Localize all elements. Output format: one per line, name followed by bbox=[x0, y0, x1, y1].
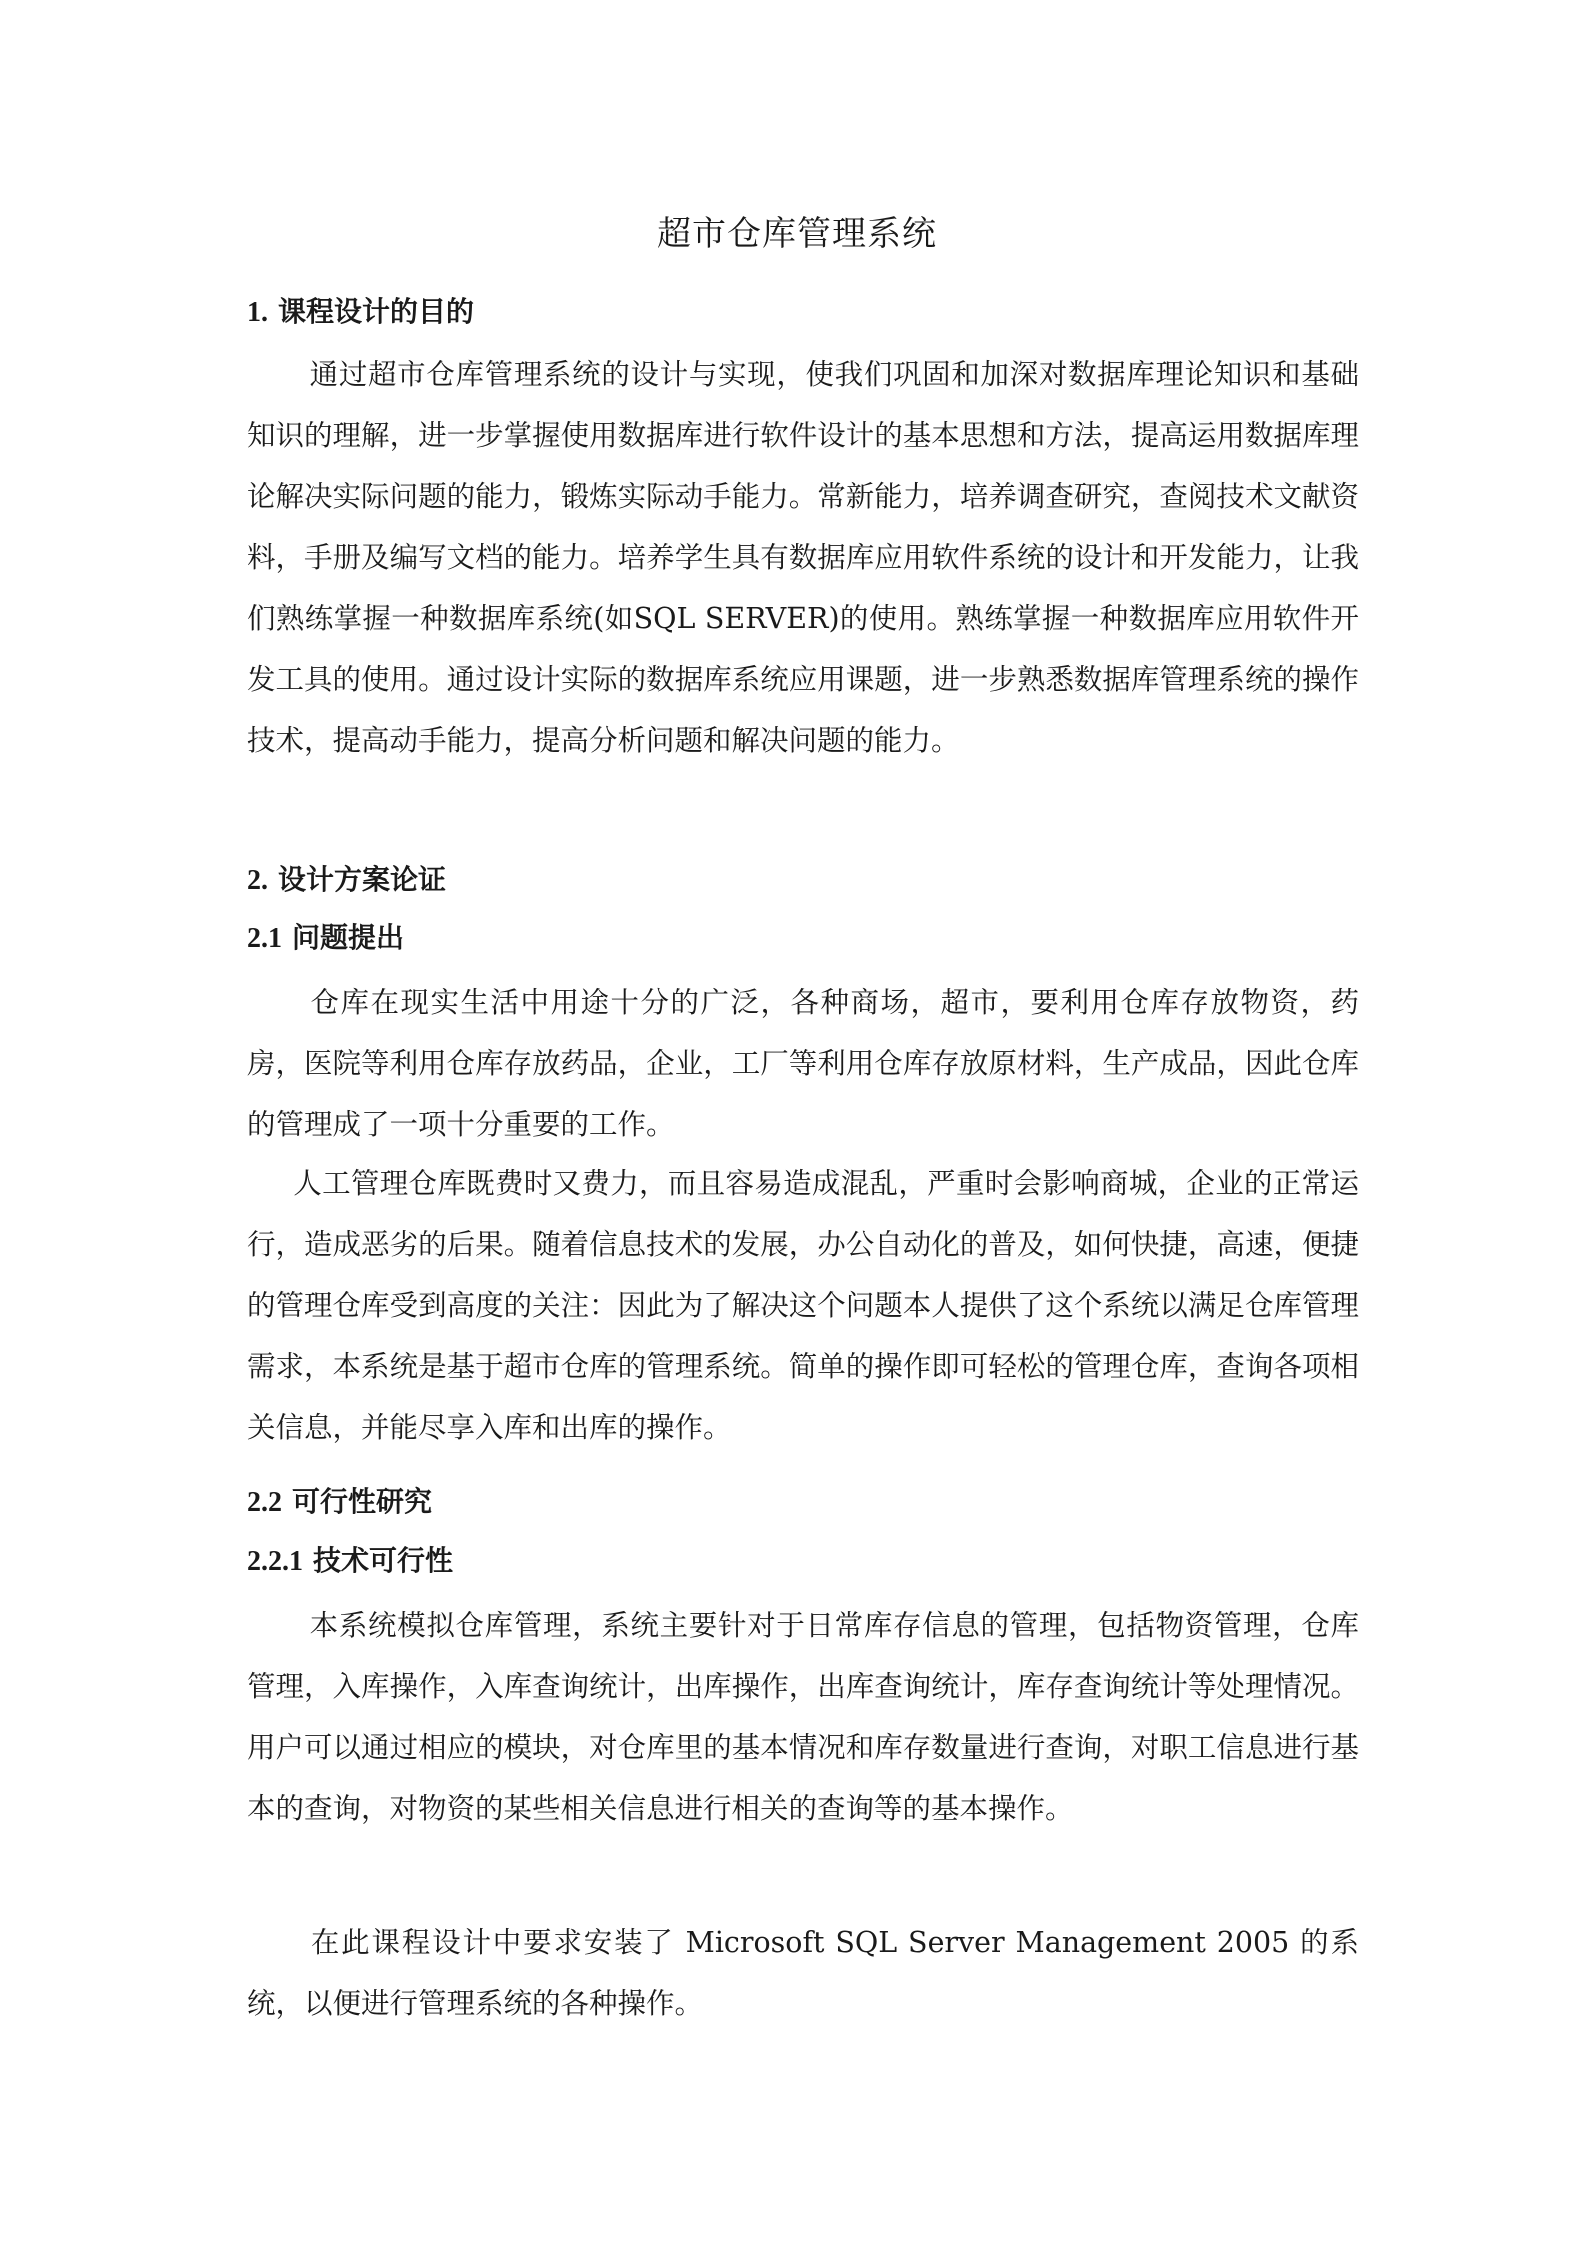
section-title: 设计方案论证 bbox=[278, 863, 447, 896]
section-title: 技术可行性 bbox=[313, 1544, 454, 1577]
paragraph-text: 人工管理仓库既费时又费力，而且容易造成混乱，严重时会影响商城，企业的正常运行，造成恶劣的后果。随着信息技术的发展，办公自动化的普及，如何快捷，高速，便捷的管理仓库受到高度的关注：因此为了解决这个问题本人提供了这个系统以满足仓库管理需求，本系统是基于超市仓库的管理系统。简单的操作即可轻松的管理仓库，查询各项相关信息，并能尽享入库和出库的操作。 bbox=[247, 1167, 1359, 1444]
section-title: 可行性研究 bbox=[292, 1485, 433, 1518]
section-number: 2.1 bbox=[247, 923, 282, 954]
paragraph-manual-management bbox=[247, 1153, 1359, 1458]
paragraph-technical-feasibility bbox=[247, 1595, 1359, 1839]
section-number: 2. bbox=[247, 865, 268, 896]
paragraph-purpose bbox=[247, 344, 1359, 771]
paragraph-text: 在此课程设计中要求安装了 Microsoft SQL Server Management 2005 的系统，以便进行管理系统的各种操作。 bbox=[247, 1926, 1359, 2020]
section-number: 2.2.1 bbox=[247, 1546, 303, 1577]
section-heading-2-1 bbox=[247, 916, 404, 961]
section-heading-2-2 bbox=[247, 1480, 432, 1525]
paragraph-problem bbox=[247, 972, 1359, 1155]
section-heading-2-2-1 bbox=[247, 1539, 453, 1584]
section-number: 2.2 bbox=[247, 1487, 282, 1518]
paragraph-text: 仓库在现实生活中用途十分的广泛，各种商场，超市，要利用仓库存放物资，药房，医院等利用仓库存放药品，企业，工厂等利用仓库存放原材料，生产成品，因此仓库的管理成了一项十分重要的工作。 bbox=[247, 986, 1359, 1141]
section-title: 问题提出 bbox=[292, 921, 405, 954]
section-heading-2 bbox=[247, 858, 446, 903]
section-number: 1. bbox=[247, 297, 268, 328]
section-heading-1 bbox=[247, 290, 474, 335]
document-title: 超市仓库管理系统 bbox=[657, 214, 937, 254]
paragraph-sql-server bbox=[247, 1912, 1359, 2034]
paragraph-text: 通过超市仓库管理系统的设计与实现，使我们巩固和加深对数据库理论知识和基础知识的理解，进一步掌握使用数据库进行软件设计的基本思想和方法，提高运用数据库理论解决实际问题的能力，锻炼实际动手能力。常新能力，培养调查研究，查阅技术文献资料，手册及编写文档的能力。培养学生具有数据库应用软件系统的设计和开发能力，让我们熟练掌握一种数据库系统(如SQL SERVER)的使用。熟练掌握一种数据库应用软件开发工具的使用。通过设计实际的数据库系统应用课题，进一步熟悉数据库管理系统的操作技术，提高动手能力，提高分析问题和解决问题的能力。 bbox=[247, 358, 1359, 757]
paragraph-text: 本系统模拟仓库管理，系统主要针对于日常库存信息的管理，包括物资管理，仓库管理，入库操作，入库查询统计，出库操作，出库查询统计，库存查询统计等处理情况。用户可以通过相应的模块，对仓库里的基本情况和库存数量进行查询，对职工信息进行基本的查询，对物资的某些相关信息进行相关的查询等的基本操作。 bbox=[247, 1609, 1359, 1825]
section-title: 课程设计的目的 bbox=[278, 295, 475, 328]
